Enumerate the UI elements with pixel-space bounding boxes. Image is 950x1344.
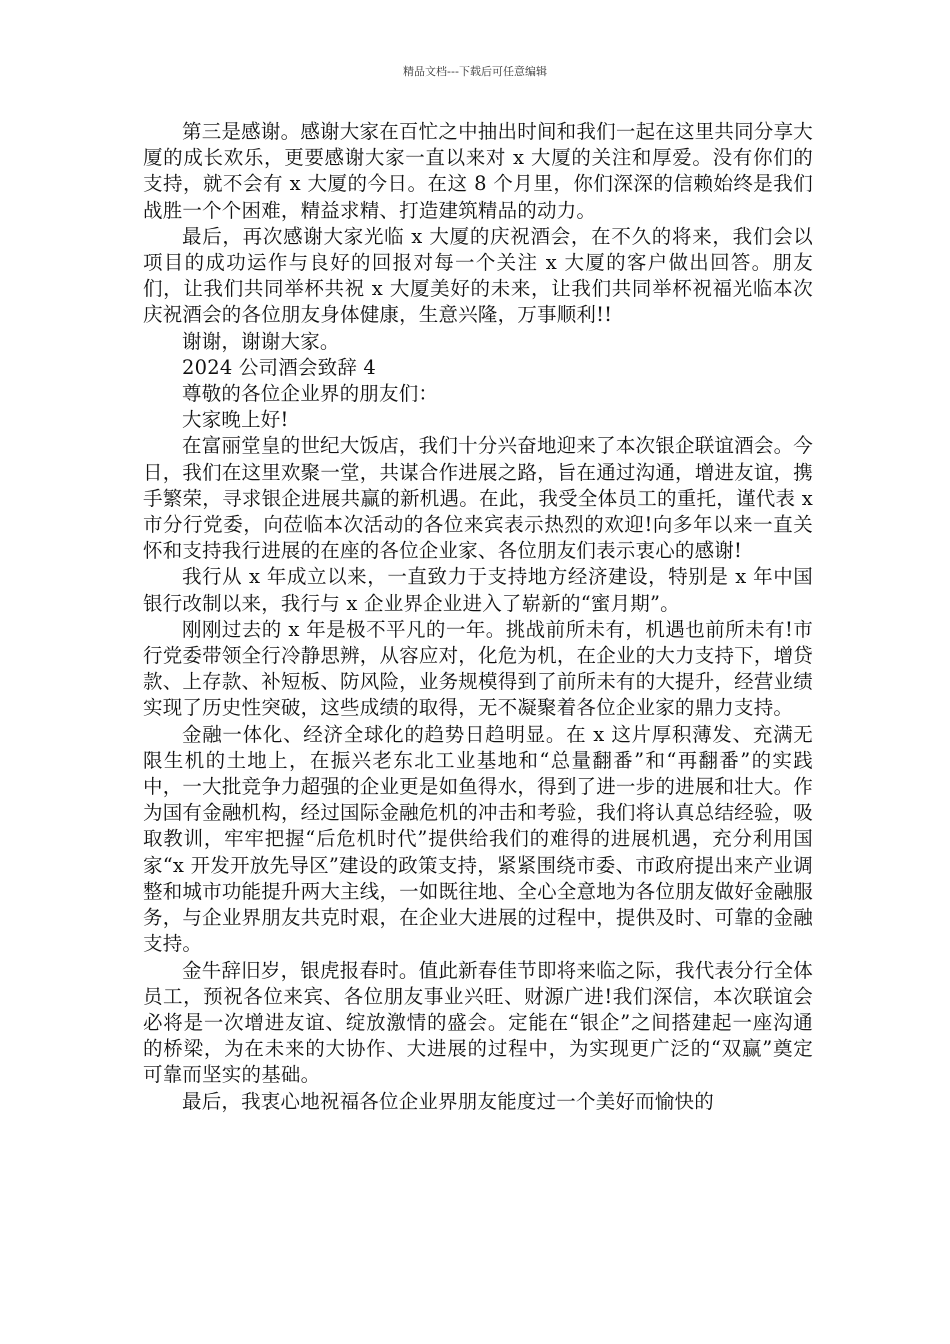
paragraph-final-blessing: 最后，我衷心地祝福各位企业界朋友能度过一个美好而愉快的 <box>182 1089 714 1113</box>
paragraph-thank-you: 谢谢，谢谢大家。 <box>182 329 340 353</box>
section-title: 2024 公司酒会致辞 4 <box>182 355 377 379</box>
paragraph-past-year: 刚刚过去的 x 年是极不平凡的一年。挑战前所未有，机遇也前所未有!市行党委带领全行冷静思辨，从容应对，化危为机，在企业的大力支持下，增贷款、上存款、补短板、防风险，业务规模得到了前所未有的大提升，经营业绩实现了历史性突破，这些成绩的取得，无不凝聚着各位企业家的鼎力支持。 <box>143 617 813 720</box>
salutation: 尊敬的各位企业界的朋友们： <box>182 382 439 406</box>
paragraph-closing-toast: 最后，再次感谢大家光临 x 大厦的庆祝酒会，在不久的将来，我们会以项目的成功运作与良好的回报对每一个关注 x 大厦的客户做出回答。朋友们，让我们共同举杯共祝 x 大厦美好的未来，让我们共同举杯祝福光临本次庆祝酒会的各位朋友身体健康，生意兴隆，万事顺利!! <box>143 224 813 327</box>
paragraph-history: 我行从 x 年成立以来，一直致力于支持地方经济建设，特别是 x 年中国银行改制以来，我行与 x 企业界企业进入了崭新的“蜜月期”。 <box>143 565 813 615</box>
paragraph-finance-trend: 金融一体化、经济全球化的趋势日趋明显。在 x 这片厚积薄发、充满无限生机的土地上，在振兴老东北工业基地和“总量翻番”和“再翻番”的实践中，一大批竞争力超强的企业更是如鱼得水，得到了进一步的进展和壮大。作为国有金融机构，经过国际金融危机的冲击和考验，我们将认真总结经验，吸取教训，牢牢把握“后危机时代”提供给我们的难得的进展机遇，充分利用国家“x 开发开放先导区”建设的政策支持，紧紧围绕市委、市政府提出来产业调整和城市功能提升两大主线，一如既往地、全心全意地为各位朋友做好金融服务，与企业界朋友共克时艰，在企业大进展的过程中，提供及时、可靠的金融支持。 <box>143 722 813 956</box>
paragraph-thanks: 第三是感谢。感谢大家在百忙之中抽出时间和我们一起在这里共同分享大厦的成长欢乐，更要感谢大家一直以来对 x 大厦的关注和厚爱。没有你们的支持，就不会有 x 大厦的今日。在这 8 个月里，你们深深的信赖始终是我们战胜一个个困难，精益求精、打造建筑精品的动力。 <box>143 120 813 222</box>
paragraph-welcome: 在富丽堂皇的世纪大饭店，我们十分兴奋地迎来了本次银企联谊酒会。今日，我们在这里欢聚一堂，共谋合作进展之路，旨在通过沟通，增进友谊，携手繁荣，寻求银企进展共赢的新机遇。在此，我受全体员工的重托，谨代表 x 市分行党委，向莅临本次活动的各位来宾表示热烈的欢迎!向多年以来一直关怀和支持我行进展的在座的各位企业家、各位朋友们表示衷心的感谢! <box>143 434 813 563</box>
greeting: 大家晚上好! <box>182 408 289 432</box>
document-body <box>143 119 813 1115</box>
page-header: 精品文档---下载后可任意编辑 <box>403 65 547 78</box>
paragraph-new-year-wishes: 金牛辞旧岁，银虎报春时。值此新春佳节即将来临之际，我代表分行全体员工，预祝各位来宾、各位朋友事业兴旺、财源广进!我们深信，本次联谊会必将是一次增进友谊、绽放激情的盛会。定能在“银企”之间搭建起一座沟通的桥梁，为在未来的大协作、大进展的过程中，为实现更广泛的“双赢”奠定可靠而坚实的基础。 <box>143 958 813 1087</box>
